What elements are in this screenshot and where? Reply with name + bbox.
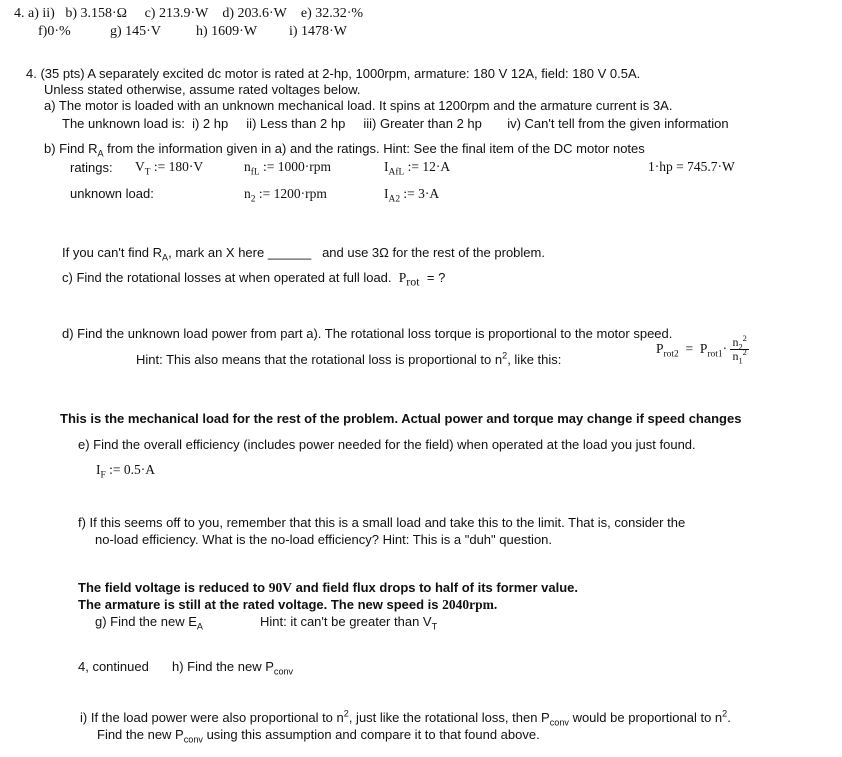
part-b-question: b) Find $R_A$ from the information given in a) and the ratings. Hint: See the final item of the DC motor notes	[44, 141, 645, 159]
armature-note: The armature is still at the rated voltage. The new speed is 2040rpm.	[78, 597, 498, 612]
equation-hp: 1·hp = 745.7·W	[648, 159, 735, 174]
answer-f: f)0·%	[38, 24, 71, 39]
equation-vt: $V_T$ := 180·V	[135, 159, 204, 178]
answer-g: g) 145·V	[110, 24, 161, 39]
answer-a: 4. a) ii)	[14, 6, 55, 21]
part-f-question-line2: no-load efficiency. What is the no-load efficiency? Hint: This is a "duh" question.	[95, 532, 553, 547]
part-a-lead: The unknown load is:	[62, 116, 185, 131]
problem-assumption: Unless stated otherwise, assume rated voltages below.	[44, 82, 361, 97]
answer-h: h) 1609·W	[196, 24, 258, 39]
equation-nfl: $n_{fL}$ := 1000·rpm	[244, 159, 332, 178]
part-i-question-line2: Find the new $P_{conv}$ using this assumption and compare it to that found above.	[97, 727, 540, 745]
continued-label: 4, continued	[78, 659, 149, 674]
option-i: i) 2 hp	[192, 116, 229, 131]
answer-c: c) 213.9·W	[144, 6, 209, 21]
option-iii: iii) Greater than 2 hp	[363, 116, 482, 131]
equation-if: $I_F$ := 0.5·A	[96, 462, 155, 481]
part-d-question: d) Find the unknown load power from part a). The rotational loss torque is proportional to the motor speed.	[62, 326, 673, 341]
part-c-question: c) Find the rotational losses at when operated at full load. $P_{rot}$ = ?	[62, 270, 446, 289]
part-g-hint: Hint: it can't be greater than $V_T$	[260, 614, 438, 632]
part-e-question: e) Find the overall efficiency (includes power needed for the field) when operated at the load you just found.	[78, 437, 696, 452]
answer-d: d) 203.6·W	[222, 6, 287, 21]
answer-b: b) 3.158·Ω	[65, 6, 128, 21]
equation-iafl: $I_{AfL}$ := 12·A	[384, 159, 451, 178]
part-a-question: a) The motor is loaded with an unknown mechanical load. It spins at 1200rpm and the armature current is 3A.	[44, 98, 673, 113]
answer-e: e) 32.32·%	[300, 6, 364, 21]
part-a-options	[62, 116, 729, 131]
fallback-instruction: If you can't find $R_A$, mark an X here ______ and use 3Ω for the rest of the problem.	[62, 245, 545, 263]
part-d-hint: Hint: This also means that the rotational loss is proportional to $n^2$, like this:	[136, 350, 562, 367]
part-f-question-line1: f) If this seems off to you, remember that this is a small load and take this to the limit. That is, consider the	[78, 515, 686, 530]
answer-i: i) 1478·W	[289, 24, 347, 39]
ratings-label: ratings:	[70, 160, 113, 175]
problem-header: 4. (35 pts) A separately excited dc motor is rated at 2-hp, 1000rpm, armature: 180 V 12A, field: 180 V 0.5A.	[26, 66, 641, 81]
field-voltage-note: The field voltage is reduced to 90V and field flux drops to half of its former value.	[78, 580, 579, 595]
option-iv: iv) Can't tell from the given information	[507, 116, 729, 131]
answer-line-1	[14, 6, 363, 22]
speed-ratio-fraction: $\frac{n_2^2}{n_1^2}$	[732, 334, 747, 365]
equation-ia2: $I_{A2}$ := 3·A	[384, 186, 440, 205]
equation-n2: $n_2$ := 1200·rpm	[244, 186, 327, 205]
rotational-loss-equation: $P_{rot2} = P_{rot1}\cdot$ $\frac{n_2^2}{n_1^2}$	[656, 334, 747, 365]
part-g-question: g) Find the new $E_A$	[95, 614, 203, 632]
part-i-question-line1: i) If the load power were also proportional to $n^2$, just like the rotational loss, then $P_{conv}$ would be proportional to $n^2$.	[80, 708, 731, 728]
part-h-question: h) Find the new $P_{conv}$	[172, 659, 294, 677]
unknown-load-label: unknown load:	[70, 186, 154, 201]
option-ii: ii) Less than 2 hp	[246, 116, 346, 131]
mechanical-load-note: This is the mechanical load for the rest of the problem. Actual power and torque may change if speed changes	[60, 411, 742, 426]
